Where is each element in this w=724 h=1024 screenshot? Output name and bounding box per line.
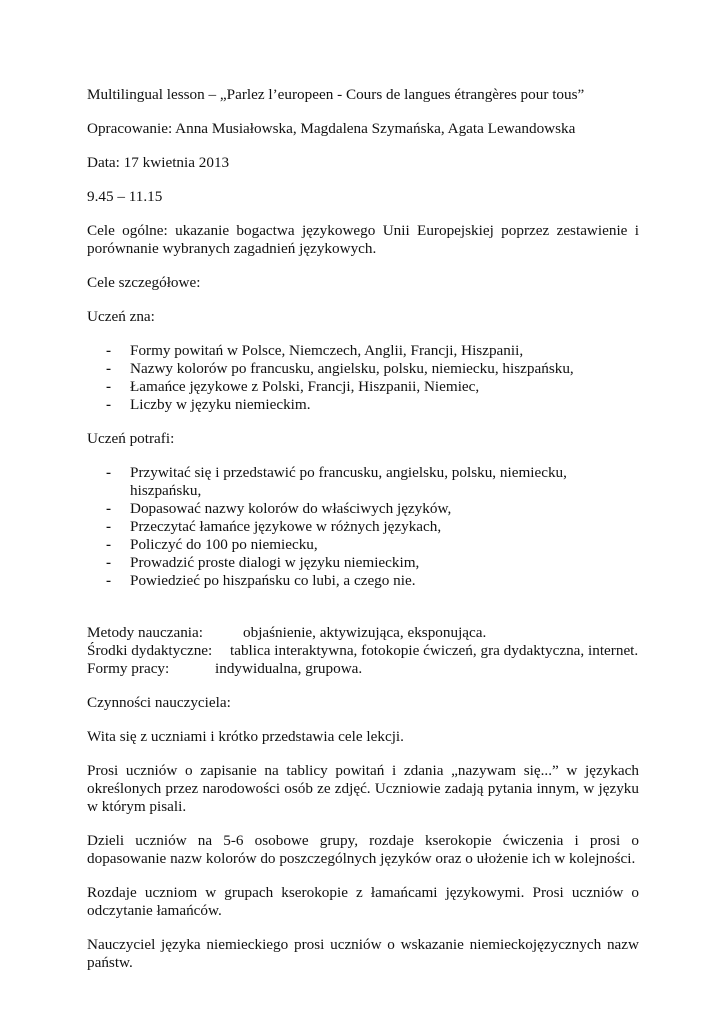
work-forms-value: indywidualna, grupowa. <box>215 660 363 677</box>
time-line: 9.45 – 11.15 <box>87 188 163 205</box>
work-forms-row <box>87 660 639 678</box>
teacher-paragraph: Dzieli uczniów na 5-6 osobowe grupy, rozdaje kserokopie ćwiczenia i prosi o dopasowanie nazw kolorów do poszczególnych języków oraz o ułożenie ich w kolejności. <box>87 832 639 867</box>
methods-value: objaśnienie, aktywizująca, eksponująca. <box>243 624 487 641</box>
teacher-actions-heading: Czynności nauczyciela: <box>87 694 231 711</box>
methods-row <box>87 624 639 642</box>
authors-line: Opracowanie: Anna Musiałowska, Magdalena Szymańska, Agata Lewandowska <box>87 120 576 137</box>
list-item: - Dopasować nazwy kolorów do właściwych języków, <box>87 500 639 518</box>
list-item: - Prowadzić proste dialogi w języku niemieckim, <box>87 554 639 572</box>
document-body <box>87 86 639 972</box>
teaching-aids-row <box>87 642 639 660</box>
methods-label: Metody nauczania: <box>87 624 203 641</box>
list-item: - Przeczytać łamańce językowe w różnych językach, <box>87 518 639 536</box>
general-goals: Cele ogólne: ukazanie bogactwa językowego Unii Europejskiej poprzez zestawienie i porównanie wybranych zagadnień językowych. <box>87 222 639 257</box>
list-item: - Policzyć do 100 po niemiecku, <box>87 536 639 554</box>
teaching-aids-label: Środki dydaktyczne: <box>87 642 213 659</box>
lesson-title: Multilingual lesson – „Parlez l’europeen - Cours de langues étrangères pour tous” <box>87 86 585 103</box>
teacher-paragraph: Prosi uczniów o zapisanie na tablicy powitań i zdania „nazywam się...” w językach określonych przez narodowości osób ze zdjęć. Uczniowie zadają pytania innym, w języku w którym pisali. <box>87 762 639 815</box>
list-item: - Przywitać się i przedstawić po francusku, angielsku, polsku, niemiecku, hiszpańsku, <box>87 464 639 500</box>
student-knows-heading: Uczeń zna: <box>87 308 155 325</box>
teacher-paragraph: Wita się z uczniami i krótko przedstawia cele lekcji. <box>87 728 404 745</box>
student-knows-list <box>87 342 639 414</box>
student-can-heading: Uczeń potrafi: <box>87 430 175 447</box>
date-line: Data: 17 kwietnia 2013 <box>87 154 230 171</box>
teacher-paragraph: Rozdaje uczniom w grupach kserokopie z łamańcami językowymi. Prosi uczniów o odczytanie łamańców. <box>87 884 639 919</box>
specific-goals-heading: Cele szczegółowe: <box>87 274 201 291</box>
student-can-list <box>87 464 639 590</box>
teacher-paragraph: Nauczyciel języka niemieckiego prosi uczniów o wskazanie niemieckojęzycznych nazw państw. <box>87 936 639 971</box>
list-item: - Nazwy kolorów po francusku, angielsku, polsku, niemiecku, hiszpańsku, <box>87 360 639 378</box>
list-item: - Powiedzieć po hiszpańsku co lubi, a czego nie. <box>87 572 639 590</box>
list-item: - Formy powitań w Polsce, Niemczech, Anglii, Francji, Hiszpanii, <box>87 342 639 360</box>
work-forms-label: Formy pracy: <box>87 660 170 677</box>
list-item: - Liczby w języku niemieckim. <box>87 396 639 414</box>
teaching-aids-value: tablica interaktywna, fotokopie ćwiczeń, gra dydaktyczna, internet. <box>230 642 639 659</box>
list-item: - Łamańce językowe z Polski, Francji, Hiszpanii, Niemiec, <box>87 378 639 396</box>
methods-block <box>87 624 639 678</box>
